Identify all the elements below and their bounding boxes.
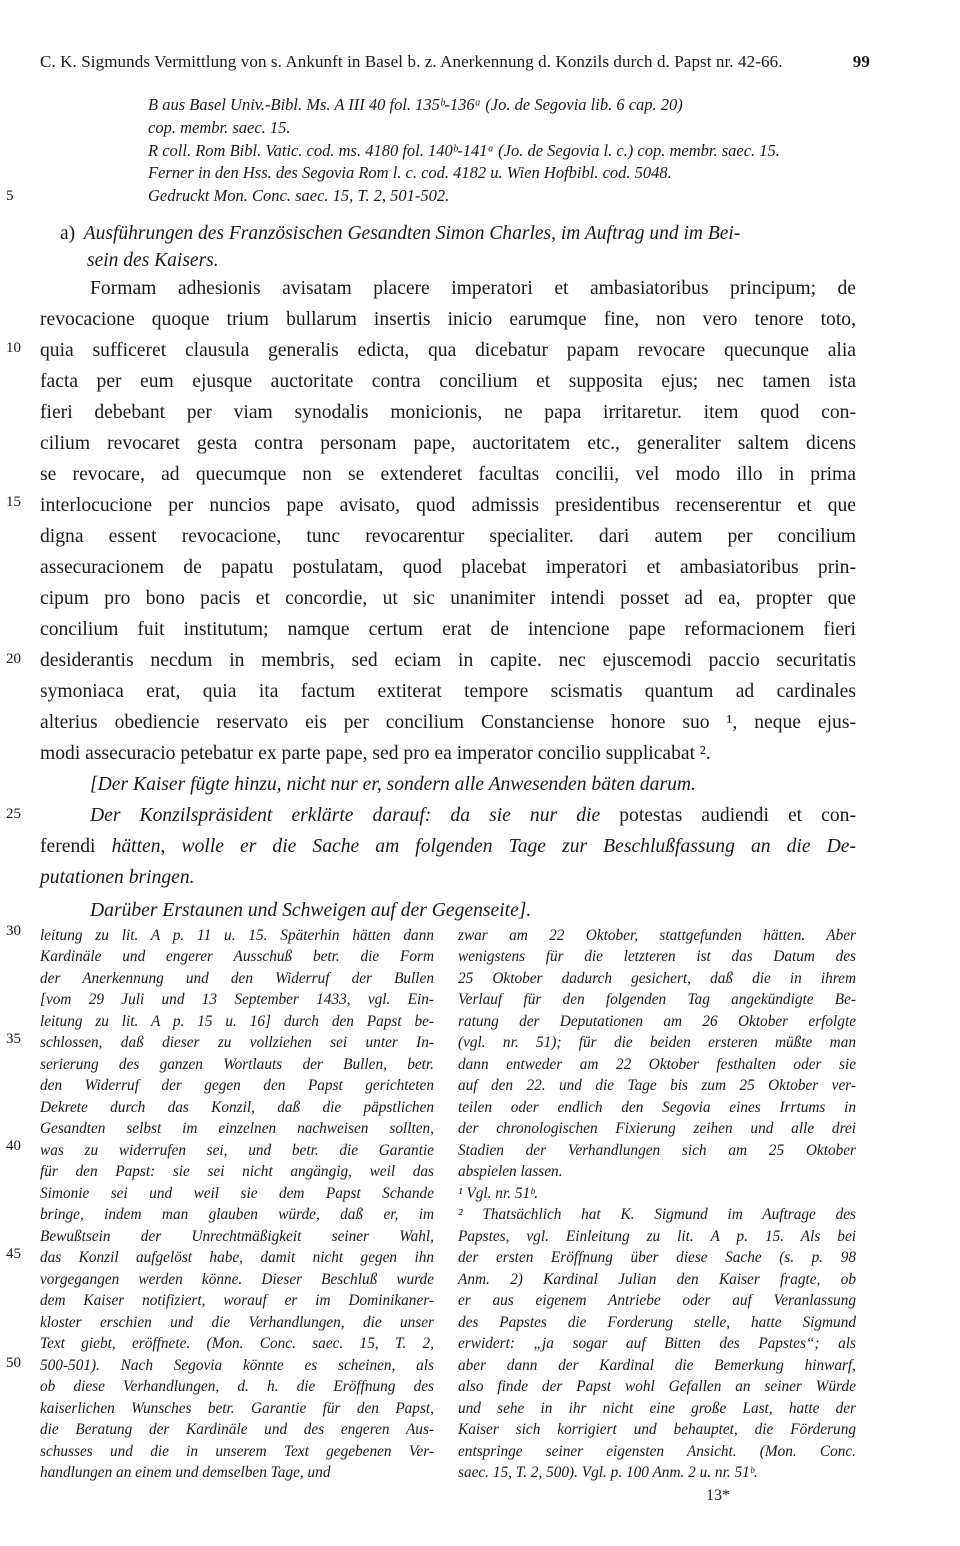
body-line: assecuracionem de papatu postulatam, quod placebat imperatori et ambasiatoribus prin- [40,557,856,578]
footnote-line: saec. 15, T. 2, 500). Vgl. p. 100 Anm. 2 u. nr. 51ᵇ. [458,1464,758,1481]
footnote-line: die Beratung der Kardinäle und des engeren Aus- [40,1421,434,1438]
footnote-line: ratung der Deputationen am 26 Oktober erfolgte [458,1013,856,1030]
footnote-line: Anm. 2) Kardinal Julian den Kaiser fragte, ob [458,1271,856,1288]
body-line: cilium revocaret gesta contra personam pape, auctoritatem etc., generaliter saltem dicens [40,433,856,454]
footnote-line: erwidert: „ja sogar auf Bitten des Papstes“; als [458,1335,856,1352]
editorial-quote: potestas audiendi et con- [619,805,856,826]
printer-signature: 13* [706,1487,730,1504]
footnote-line: wenigstens für die letzteren ist das Datum des [458,948,856,965]
footnote-line: 500-501). Nach Segovia könnte es scheinen, als [40,1357,434,1374]
page-number: 99 [852,52,870,71]
footnote-line: (vgl. nr. 51); für die beiden ersteren müßte man [458,1034,856,1051]
footnote-line: serierung des ganzen Wortlauts der Bullen, betr. [40,1056,434,1073]
footnote-line: Stadien der Verhandlungen sich am 25 Oktober [458,1142,856,1159]
footnote-line: Text giebt, eröffnete. (Mon. Conc. saec. 15, T. 2, [40,1335,434,1352]
footnote-line: auf den 22. und die Tage bis zum 25 Oktober ver- [458,1077,856,1094]
footnote-line: handlungen an einem und demselben Tage, und [40,1464,331,1481]
footnote-line: des Papstes die Forderung stelle, hatte Sigmund [458,1314,856,1331]
line-number: 30 [6,923,21,939]
body-line: quia sufficeret clausula generalis edicta, qua dicebatur papam revocare quecunque alia [40,340,856,361]
footnote-line: entspringe seiner eigensten Ansicht. (Mon. Conc. [458,1443,856,1460]
footnote-line: [vom 29 Juli und 13 September 1433, vgl. Ein- [40,991,434,1008]
footnote-line: 25 Oktober dadurch gesichert, daß die in ihrem [458,970,856,987]
source-line: Ferner in den Hss. des Segovia Rom l. c. cod. 4182 u. Wien Hofbibl. cod. 5048. [148,163,672,182]
footnote-line: bringe, indem man glauben würde, daß er, im [40,1206,434,1223]
footnote-line: zwar am 22 Oktober, stattgefunden hätten. Aber [458,927,856,944]
line-number: 5 [6,188,14,204]
footnote-line: den Widerruf der gegen den Papst gerichteten [40,1077,434,1094]
line-number: 10 [6,340,21,356]
editorial-line: Darüber Erstaunen und Schweigen auf der Gegenseite]. [90,900,532,921]
body-line: cipum pro bono pacis et concordie, ut sic unanimiter intendi posset ad ea, propter que [40,588,856,609]
footnote-line: das Konzil aufgelöst habe, damit nicht gegen ihn [40,1249,434,1266]
source-line: R coll. Rom Bibl. Vatic. cod. ms. 4180 fol. 140ᵇ-141ᵃ (Jo. de Segovia l. c.) cop. membr. saec. 15. [148,141,780,160]
footnote-1: ¹ Vgl. nr. 51ᵇ. [458,1185,539,1202]
running-title: C. K. Sigmunds Vermittlung von s. Ankunft in Basel b. z. Anerkennung d. Konzils durch d. Papst nr. 42-66. [40,52,783,71]
footnote-line: leitung zu lit. A p. 11 u. 15. Späterhin hätten dann [40,927,434,944]
line-number: 20 [6,651,21,667]
footnote-line: Kardinäle und engerer Ausschuß betr. die Form [40,948,434,965]
section-title-line2: sein des Kaisers. [87,250,219,271]
line-number: 45 [6,1246,21,1262]
footnote-line: Papstes, vgl. Einleitung zu lit. A p. 15. Als bei [458,1228,856,1245]
footnote-line: schusses und die in unserem Text gegebenen Ver- [40,1443,434,1460]
running-header [40,52,870,72]
source-line: B aus Basel Univ.-Bibl. Ms. A III 40 fol. 135ᵇ-136ᵃ (Jo. de Segovia lib. 6 cap. 20) [148,95,683,114]
footnote-line: der chronologischen Fixierung zeihen und alle drei [458,1120,856,1137]
body-line: alterius obediencie reservato eis per concilium Constanciense honore suo ¹, neque ejus- [40,712,856,733]
footnote-line: was zu widerrufen sei, und betr. die Garantie [40,1142,434,1159]
footnote-line: kloster erschien und die Verhandlungen, die unser [40,1314,434,1331]
line-number: 40 [6,1138,21,1154]
footnote-line: abspielen lassen. [458,1163,563,1180]
footnote-line: schlossen, daß dieser zu vollziehen sei unter In- [40,1034,434,1051]
footnote-line: und sehe in ihr nicht eine große Last, hatte der [458,1400,856,1417]
editorial-italic: hätten, wolle er die Sache am folgenden Tage zur Beschlußfassung an die De- [111,836,856,857]
footnote-line: dann entweder am 22 Oktober festhalten oder sie [458,1056,856,1073]
footnote-line: der Anerkennung und den Widerruf der Bullen [40,970,434,987]
editorial-italic: Der Konzilspräsident erklärte darauf: da sie nur die [90,805,601,826]
footnote-line: Simonie sei und weil sie dem Papst Schande [40,1185,434,1202]
body-line: Formam adhesionis avisatam placere imperatori et ambasiatoribus principum; de [90,278,856,299]
section-heading [60,223,740,245]
footnote-line: teilen oder endlich den Segovia eines Irrtums in [458,1099,856,1116]
footnote-line: ² Thatsächlich hat K. Sigmund im Auftrage des [458,1206,856,1223]
footnote-line: vorgegangen werden könne. Dieser Beschluß wurde [40,1271,434,1288]
footnote-line: Bewußtsein der Unrechtmäßigkeit seiner Wahl, [40,1228,434,1245]
line-number: 35 [6,1031,21,1047]
body-line: fieri debebant per viam synodalis monicionis, ne papa irritaretur. item quod con- [40,402,856,423]
section-label: a) [60,223,76,244]
footnote-line: Gesandten selbst im einzelnen nachweisen sollten, [40,1120,434,1137]
editorial-line [40,806,856,826]
editorial-line: [Der Kaiser fügte hinzu, nicht nur er, sondern alle Anwesenden bäten darum. [90,774,696,795]
footnote-line: aber dann der Kardinal die Bemerkung hinwarf, [458,1357,856,1374]
footnote-line: Dekrete durch das Konzil, daß die päpstlichen [40,1099,434,1116]
body-line: interlocucione per nuncios pape avisato, quod admissis presidentibus recenserentur et que [40,495,856,516]
section-title-line1: Ausführungen des Französischen Gesandten Simon Charles, im Auftrag und im Bei- [83,223,741,244]
body-line: modi assecuracio petebatur ex parte pape, sed pro ea imperator concilio supplicabat ². [40,743,711,764]
source-line: Gedruckt Mon. Conc. saec. 15, T. 2, 501-502. [148,186,450,205]
body-line: digna essent revocacione, tunc revocarentur specialiter. dari autem per concilium [40,526,856,547]
footnote-line: dem Kaiser notifiziert, worauf er im Dominikaner- [40,1292,434,1309]
line-number: 25 [6,806,21,822]
footnote-line: kaiserlichen Wunsches betr. Garantie für den Papst, [40,1400,434,1417]
body-line: concilium fuit institutum; namque certum erat de intencione pape reformacionem fieri [40,619,856,640]
footnote-line: er aus eigenem Antriebe oder auf Veranlassung [458,1292,856,1309]
body-line: se revocare, ad quecumque non se extenderet facultas concilii, vel modo illo in prima [40,464,856,485]
footnote-line: Verlauf für den folgenden Tag angekündigte Be- [458,991,856,1008]
body-line: symoniaca erat, quia ita factum extiterat tempore scismatis quantum ad cardinales [40,681,856,702]
body-line: revocacione quoque trium bullarum insertis inicio earumque fine, non vero tenore toto, [40,309,856,330]
footnote-line: Kaiser sich korrigiert und behauptet, die Förderung [458,1421,856,1438]
footnote-line: ob diese Verhandlungen, d. h. die Eröffnung des [40,1378,434,1395]
body-line: facta per eum ejusque auctoritate contra concilium et supposita ejus; nec tamen ista [40,371,856,392]
line-number: 15 [6,494,21,510]
editorial-line [40,837,856,857]
footnote-line: für den Papst: sie sei nicht angängig, weil das [40,1163,434,1180]
footnote-line: leitung zu lit. A p. 15 u. 16] durch den Papst be- [40,1013,434,1030]
editorial-quote: ferendi [40,836,96,857]
line-number: 50 [6,1355,21,1371]
source-line: cop. membr. saec. 15. [148,118,291,137]
editorial-line: putationen bringen. [40,867,195,888]
footnote-line: also finde der Papst wohl Gefallen an seiner Würde [458,1378,856,1395]
body-line: desiderantis necdum in membris, sed eciam in capite. nec ejuscemodi paccio securitatis [40,650,856,671]
footnote-line: der ersten Eröffnung über diese Sache (s. p. 98 [458,1249,856,1266]
